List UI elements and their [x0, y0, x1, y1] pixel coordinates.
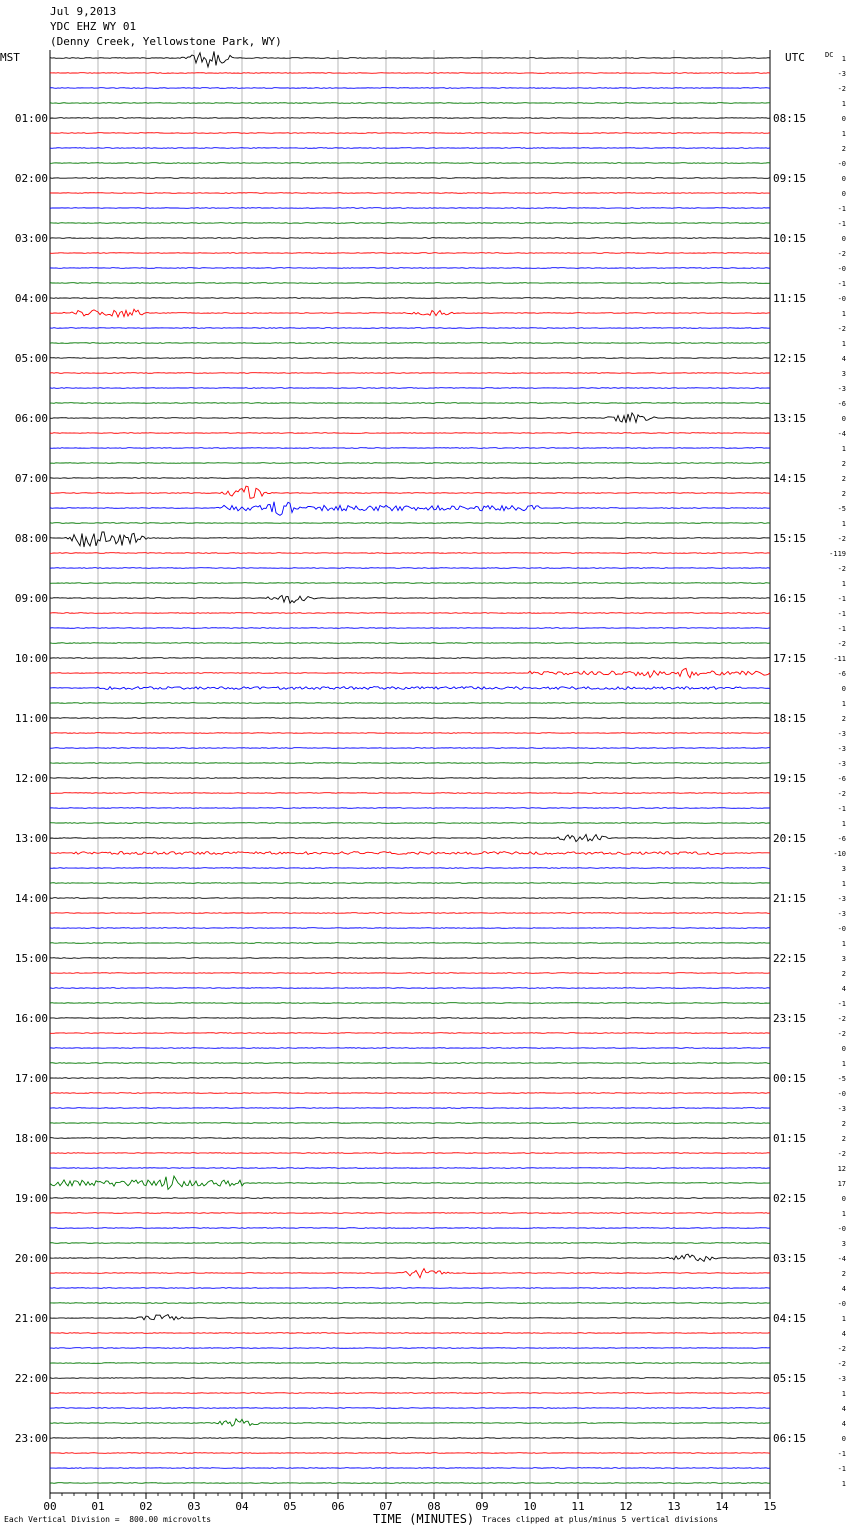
trace-row — [50, 1254, 770, 1261]
dc-offset-label: 12 — [837, 1165, 846, 1173]
trace-row — [50, 763, 770, 764]
trace-row — [50, 808, 770, 809]
trace-row — [50, 523, 770, 524]
trace-row — [50, 253, 770, 254]
dc-offset-label: 1 — [841, 880, 846, 888]
trace-row — [50, 883, 770, 884]
x-tick-label: 11 — [571, 1500, 585, 1513]
left-time-label: 11:00 — [14, 712, 48, 725]
x-tick-label: 00 — [43, 1500, 57, 1513]
dc-offset-label: 0 — [841, 115, 846, 123]
trace-row — [50, 1138, 770, 1139]
dc-offset-label: 2 — [841, 1135, 846, 1143]
dc-offset-label: 1 — [841, 1210, 846, 1218]
dc-offset-label: -0 — [837, 295, 846, 303]
trace-row — [50, 643, 770, 644]
dc-offset-label: -3 — [837, 1105, 846, 1113]
dc-offset-label: -0 — [837, 160, 846, 168]
trace-row — [50, 778, 770, 779]
right-time-label: 15:15 — [773, 532, 807, 545]
trace-row — [50, 852, 770, 855]
dc-offset-label: 2 — [841, 475, 846, 483]
x-tick-label: 14 — [715, 1500, 729, 1513]
trace-row — [50, 1453, 770, 1454]
trace-row — [50, 1348, 770, 1349]
x-tick-label: 13 — [667, 1500, 681, 1513]
left-time-label: 09:00 — [14, 592, 48, 605]
trace-row — [50, 958, 770, 959]
trace-row — [50, 1333, 770, 1334]
dc-offset-label: 0 — [841, 415, 846, 423]
trace-row — [50, 478, 770, 479]
dc-offset-label: -6 — [837, 775, 846, 783]
trace-row — [50, 486, 770, 498]
trace-row — [50, 1123, 770, 1124]
trace-row — [50, 163, 770, 164]
trace-row — [50, 718, 770, 719]
trace-row — [50, 403, 770, 404]
dc-offset-label: 4 — [841, 1420, 846, 1428]
left-time-label: 13:00 — [14, 832, 48, 845]
dc-offset-label: -3 — [837, 730, 846, 738]
dc-offset-label: 1 — [841, 55, 846, 63]
dc-offset-label: -3 — [837, 385, 846, 393]
right-time-label: 23:15 — [773, 1012, 807, 1025]
left-time-label: 17:00 — [14, 1072, 48, 1085]
trace-row — [50, 413, 770, 423]
right-axis-title: UTC — [785, 51, 805, 64]
trace-row — [50, 1303, 770, 1304]
x-tick-label: 15 — [763, 1500, 777, 1513]
dc-offset-label: -2 — [837, 1360, 846, 1368]
trace-row — [50, 1483, 770, 1484]
dc-offset-label: -10 — [833, 850, 846, 858]
dc-offset-label: 0 — [841, 1045, 846, 1053]
right-time-label: 04:15 — [773, 1312, 807, 1325]
trace-row — [50, 1468, 770, 1469]
right-time-label: 13:15 — [773, 412, 807, 425]
trace-row — [50, 928, 770, 929]
right-time-label: 08:15 — [773, 112, 807, 125]
dc-offset-label: 2 — [841, 460, 846, 468]
dc-axis-title: DC — [825, 51, 834, 59]
dc-offset-label: -4 — [837, 430, 846, 438]
left-time-label: 19:00 — [14, 1192, 48, 1205]
dc-offset-label: 1 — [841, 940, 846, 948]
trace-row — [50, 1393, 770, 1394]
dc-offset-label: 2 — [841, 970, 846, 978]
trace-row — [50, 103, 770, 104]
dc-offset-label: -2 — [837, 325, 846, 333]
dc-offset-label: 2 — [841, 145, 846, 153]
left-time-label: 05:00 — [14, 352, 48, 365]
left-time-label: 06:00 — [14, 412, 48, 425]
dc-offset-label: 0 — [841, 235, 846, 243]
trace-row — [50, 373, 770, 374]
right-time-label: 10:15 — [773, 232, 807, 245]
trace-row — [50, 51, 770, 67]
right-time-label: 22:15 — [773, 952, 807, 965]
dc-offset-label: 4 — [841, 1285, 846, 1293]
trace-row — [50, 502, 770, 516]
dc-offset-label: 4 — [841, 985, 846, 993]
right-time-label: 06:15 — [773, 1432, 807, 1445]
dc-offset-label: -6 — [837, 835, 846, 843]
dc-offset-label: -2 — [837, 250, 846, 258]
trace-row — [50, 1228, 770, 1229]
dc-offset-label: 0 — [841, 190, 846, 198]
dc-offset-label: -0 — [837, 1225, 846, 1233]
right-time-label: 19:15 — [773, 772, 807, 785]
trace-row — [50, 1078, 770, 1079]
left-time-label: 04:00 — [14, 292, 48, 305]
dc-offset-label: -0 — [837, 265, 846, 273]
right-time-label: 05:15 — [773, 1372, 807, 1385]
dc-offset-label: -11 — [833, 655, 846, 663]
trace-row — [50, 1363, 770, 1364]
dc-offset-label: 1 — [841, 445, 846, 453]
left-time-label: 01:00 — [14, 112, 48, 125]
trace-row — [50, 988, 770, 989]
right-time-label: 12:15 — [773, 352, 807, 365]
clip-note: Traces clipped at plus/minus 5 vertical divisions — [482, 1515, 719, 1524]
trace-row — [50, 613, 770, 614]
traces — [50, 51, 770, 1483]
dc-offset-label: 2 — [841, 1270, 846, 1278]
x-tick-label: 02 — [139, 1500, 153, 1513]
dc-offset-label: -4 — [837, 1255, 846, 1263]
dc-offset-label: 0 — [841, 1195, 846, 1203]
left-time-label: 16:00 — [14, 1012, 48, 1025]
trace-row — [50, 118, 770, 119]
dc-offset-label: -6 — [837, 400, 846, 408]
trace-row — [50, 703, 770, 704]
x-tick-label: 07 — [379, 1500, 393, 1513]
trace-row — [50, 1153, 770, 1154]
dc-offset-label: -6 — [837, 670, 846, 678]
x-tick-label: 05 — [283, 1500, 297, 1513]
trace-row — [50, 1213, 770, 1214]
left-time-label: 20:00 — [14, 1252, 48, 1265]
dc-offset-label: 4 — [841, 1405, 846, 1413]
dc-offset-label: -1 — [837, 1000, 846, 1008]
left-time-label: 18:00 — [14, 1132, 48, 1145]
dc-offset-label: 3 — [841, 370, 846, 378]
trace-row — [50, 433, 770, 434]
dc-offset-label: 1 — [841, 1480, 846, 1488]
trace-row — [50, 309, 770, 317]
trace-row — [50, 1408, 770, 1409]
right-time-label: 02:15 — [773, 1192, 807, 1205]
trace-row — [50, 298, 770, 299]
trace-row — [50, 283, 770, 284]
trace-row — [50, 133, 770, 134]
left-time-label: 12:00 — [14, 772, 48, 785]
trace-row — [50, 1419, 770, 1426]
x-tick-label: 01 — [91, 1500, 105, 1513]
dc-offset-label: 2 — [841, 715, 846, 723]
left-axis-title: MST — [0, 51, 20, 64]
dc-offset-label: 1 — [841, 700, 846, 708]
dc-offset-label: 0 — [841, 1435, 846, 1443]
trace-row — [50, 1168, 770, 1169]
left-time-label: 10:00 — [14, 652, 48, 665]
trace-row — [50, 1315, 770, 1320]
dc-offset-label: -1 — [837, 220, 846, 228]
trace-row — [50, 532, 770, 547]
trace-row — [50, 658, 770, 659]
dc-offset-label: 3 — [841, 1240, 846, 1248]
dc-offset-label: -3 — [837, 745, 846, 753]
dc-offset-label: -2 — [837, 85, 846, 93]
dc-offset-label: 4 — [841, 1330, 846, 1338]
trace-row — [50, 223, 770, 224]
dc-offset-label: 1 — [841, 130, 846, 138]
trace-row — [50, 1269, 770, 1278]
x-axis-title: TIME (MINUTES) — [373, 1512, 475, 1526]
dc-offset-label: 1 — [841, 340, 846, 348]
trace-row — [50, 733, 770, 734]
trace-row — [50, 208, 770, 209]
trace-row — [50, 1288, 770, 1289]
trace-row — [50, 628, 770, 629]
trace-row — [50, 88, 770, 89]
dc-offset-label: 1 — [841, 1060, 846, 1068]
trace-row — [50, 178, 770, 179]
left-time-label: 07:00 — [14, 472, 48, 485]
trace-row — [50, 448, 770, 449]
grid — [50, 50, 770, 1493]
right-time-label: 11:15 — [773, 292, 807, 305]
right-time-label: 01:15 — [773, 1132, 807, 1145]
dc-offset-label: -2 — [837, 640, 846, 648]
dc-offset-label: -2 — [837, 1150, 846, 1158]
dc-offset-label: -0 — [837, 1090, 846, 1098]
trace-row — [50, 1048, 770, 1049]
dc-offset-label: -0 — [837, 925, 846, 933]
right-time-label: 16:15 — [773, 592, 807, 605]
trace-row — [50, 328, 770, 329]
trace-row — [50, 193, 770, 194]
trace-row — [50, 793, 770, 794]
trace-row — [50, 823, 770, 824]
dc-offset-label: 1 — [841, 100, 846, 108]
left-time-label: 08:00 — [14, 532, 48, 545]
dc-offset-label: -2 — [837, 1345, 846, 1353]
station-code: YDC EHZ WY 01 — [50, 20, 137, 33]
dc-offset-label: 1 — [841, 520, 846, 528]
trace-row — [50, 687, 770, 690]
trace-row — [50, 73, 770, 74]
dc-offset-label: -1 — [837, 625, 846, 633]
dc-offset-label: 1 — [841, 310, 846, 318]
station-location: (Denny Creek, Yellowstone Park, WY) — [50, 35, 282, 48]
left-time-label: 23:00 — [14, 1432, 48, 1445]
trace-row — [50, 1378, 770, 1379]
trace-row — [50, 463, 770, 464]
dc-offset-label: -3 — [837, 895, 846, 903]
trace-row — [50, 268, 770, 269]
dc-offset-label: -2 — [837, 565, 846, 573]
dc-offset-label: 0 — [841, 685, 846, 693]
trace-row — [50, 568, 770, 569]
left-time-label: 21:00 — [14, 1312, 48, 1325]
trace-row — [50, 973, 770, 974]
right-time-label: 09:15 — [773, 172, 807, 185]
x-axis — [43, 1493, 776, 1513]
right-time-label: 18:15 — [773, 712, 807, 725]
trace-row — [50, 1018, 770, 1019]
left-time-label: 15:00 — [14, 952, 48, 965]
dc-offset-label: -3 — [837, 760, 846, 768]
left-time-label: 02:00 — [14, 172, 48, 185]
trace-row — [50, 1108, 770, 1109]
dc-offset-label: -1 — [837, 610, 846, 618]
dc-offset-label: -2 — [837, 1030, 846, 1038]
dc-offset-label: -2 — [837, 1015, 846, 1023]
dc-offset-label: -119 — [829, 550, 846, 558]
x-tick-label: 04 — [235, 1500, 249, 1513]
left-time-label: 22:00 — [14, 1372, 48, 1385]
dc-offset-label: 1 — [841, 820, 846, 828]
dc-offset-label: -1 — [837, 595, 846, 603]
trace-row — [50, 1198, 770, 1199]
dc-offset-label: -2 — [837, 535, 846, 543]
dc-offset-label: -1 — [837, 280, 846, 288]
trace-row — [50, 668, 770, 677]
dc-offset-label: -1 — [837, 805, 846, 813]
dc-offset-label: -2 — [837, 790, 846, 798]
trace-row — [50, 1176, 770, 1189]
right-time-label: 17:15 — [773, 652, 807, 665]
chart-date: Jul 9,2013 — [50, 5, 117, 18]
trace-row — [50, 553, 770, 554]
right-time-label: 14:15 — [773, 472, 807, 485]
x-tick-label: 09 — [475, 1500, 489, 1513]
trace-row — [50, 1003, 770, 1004]
dc-offset-label: -1 — [837, 1450, 846, 1458]
x-tick-label: 10 — [523, 1500, 537, 1513]
trace-row — [50, 595, 770, 603]
dc-offset-label: -3 — [837, 1375, 846, 1383]
dc-offset-label: -1 — [837, 1465, 846, 1473]
trace-row — [50, 343, 770, 344]
dc-offset-label: -0 — [837, 1300, 846, 1308]
dc-offset-label: -5 — [837, 1075, 846, 1083]
trace-row — [50, 1033, 770, 1034]
dc-offset-label: -3 — [837, 70, 846, 78]
trace-row — [50, 1438, 770, 1439]
right-time-label: 00:15 — [773, 1072, 807, 1085]
dc-offset-label: 17 — [837, 1180, 846, 1188]
dc-offset-label: -3 — [837, 910, 846, 918]
trace-row — [50, 1063, 770, 1064]
dc-offset-label: 2 — [841, 490, 846, 498]
trace-row — [50, 1243, 770, 1244]
x-tick-label: 06 — [331, 1500, 345, 1513]
dc-offset-label: 1 — [841, 1390, 846, 1398]
trace-row — [50, 238, 770, 239]
left-time-label: 03:00 — [14, 232, 48, 245]
dc-offset-label: 1 — [841, 1315, 846, 1323]
dc-offset-label: 4 — [841, 355, 846, 363]
scale-note: Each Vertical Division = 800.00 microvolts — [4, 1515, 212, 1524]
trace-row — [50, 148, 770, 149]
dc-offset-label: -1 — [837, 205, 846, 213]
x-tick-label: 08 — [427, 1500, 441, 1513]
trace-row — [50, 834, 770, 841]
dc-offset-label: 3 — [841, 865, 846, 873]
dc-offset-label: 2 — [841, 1120, 846, 1128]
trace-row — [50, 943, 770, 944]
trace-row — [50, 898, 770, 899]
trace-row — [50, 358, 770, 359]
x-tick-label: 03 — [187, 1500, 201, 1513]
dc-offset-label: -5 — [837, 505, 846, 513]
trace-row — [50, 913, 770, 914]
right-time-label: 21:15 — [773, 892, 807, 905]
trace-row — [50, 583, 770, 584]
dc-offset-label: 3 — [841, 955, 846, 963]
left-time-label: 14:00 — [14, 892, 48, 905]
right-time-label: 20:15 — [773, 832, 807, 845]
trace-row — [50, 388, 770, 389]
trace-row — [50, 868, 770, 869]
x-tick-label: 12 — [619, 1500, 633, 1513]
right-time-label: 03:15 — [773, 1252, 807, 1265]
dc-offset-label: 0 — [841, 175, 846, 183]
trace-row — [50, 1093, 770, 1094]
dc-offset-label: 1 — [841, 580, 846, 588]
trace-row — [50, 748, 770, 749]
